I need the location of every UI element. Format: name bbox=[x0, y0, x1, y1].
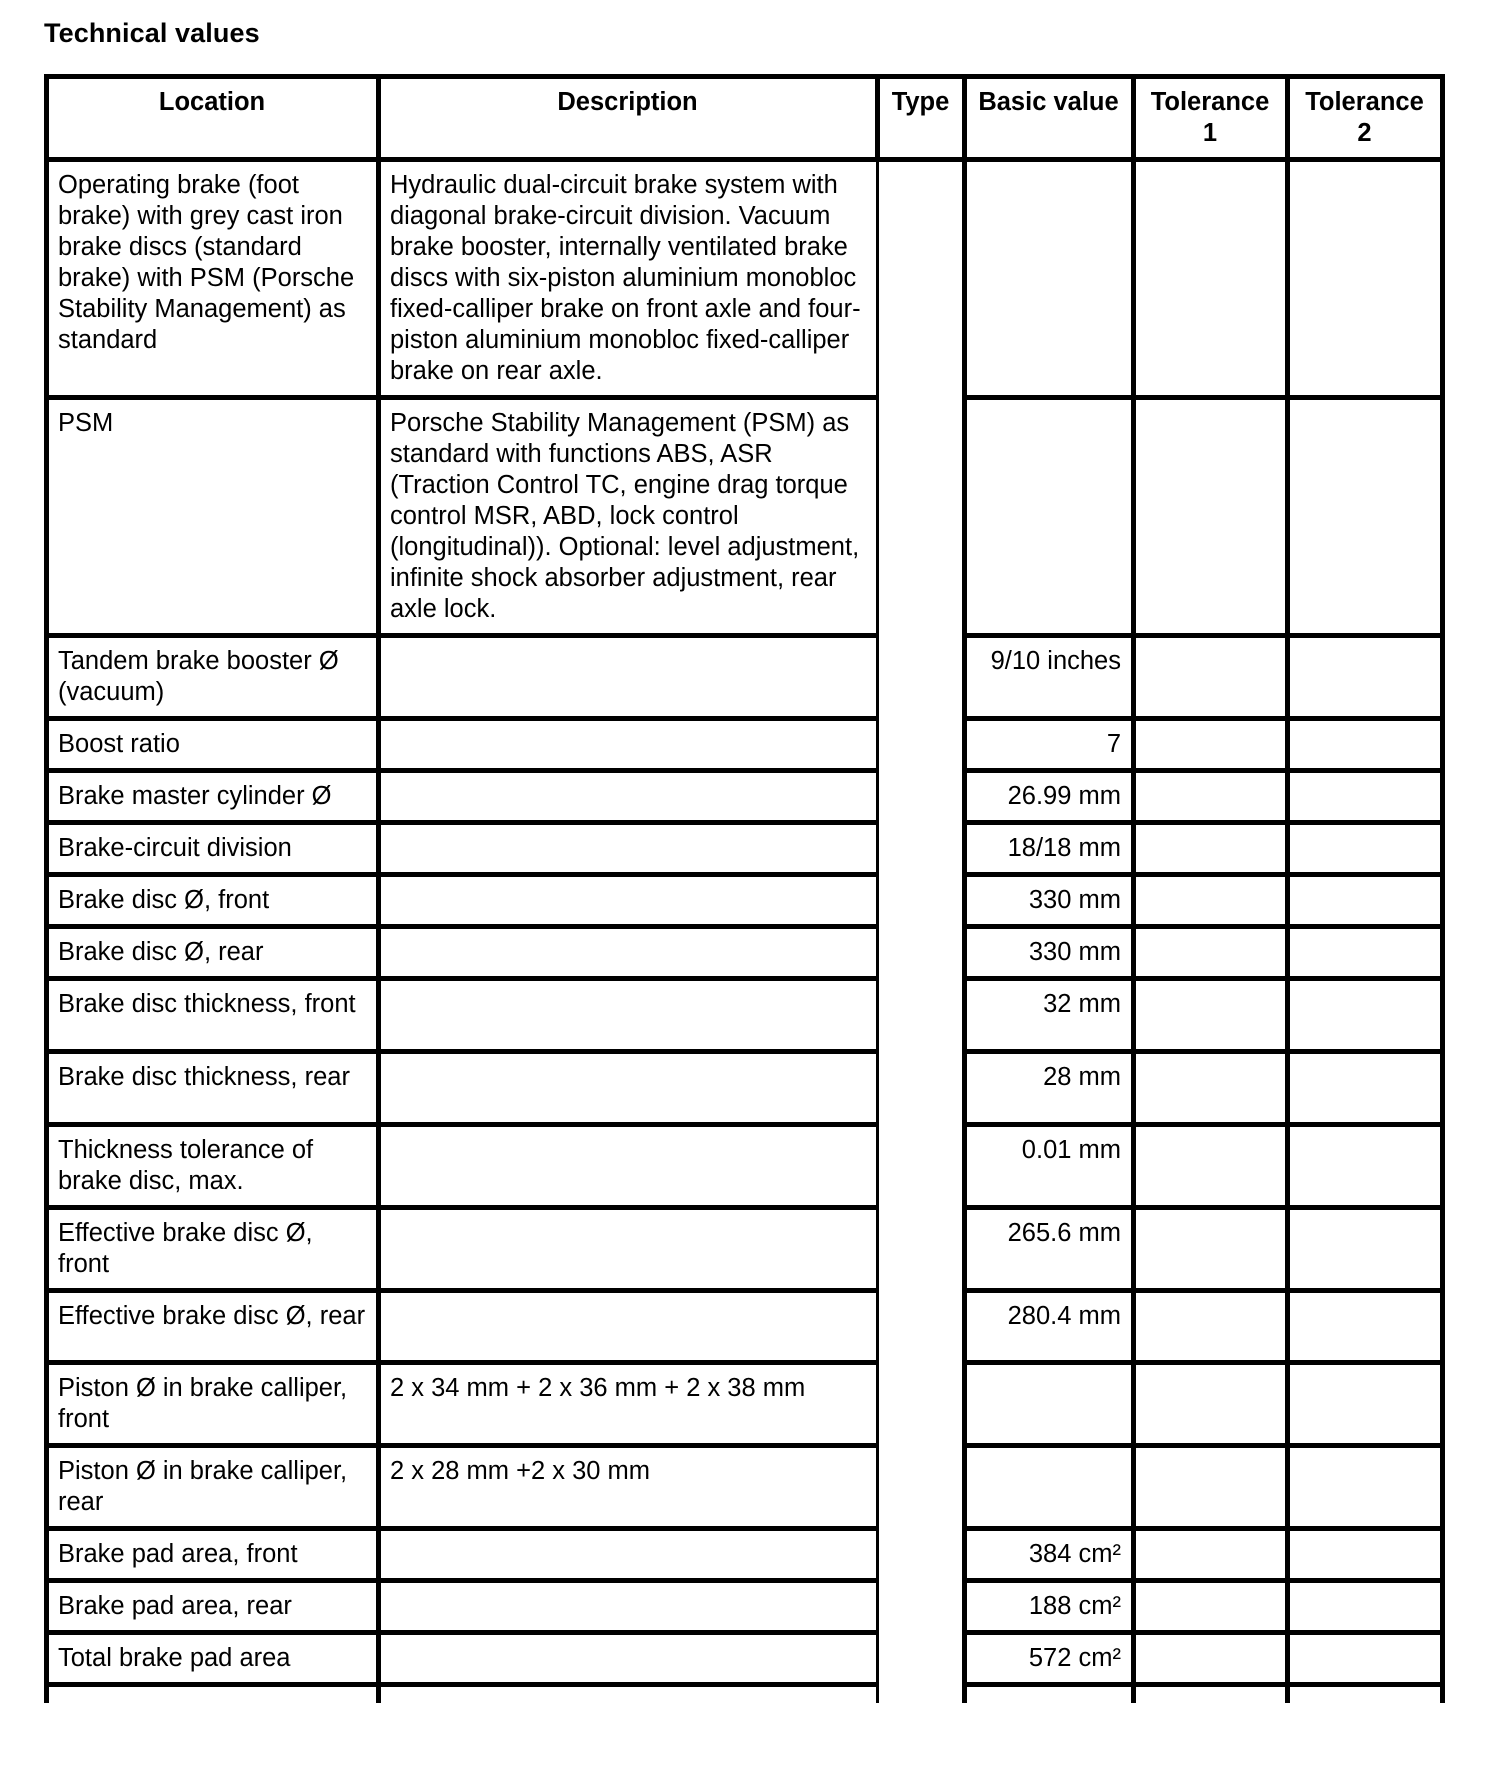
cell-location: Effective brake disc Ø, front bbox=[47, 1208, 379, 1291]
cell-tolerance-2 bbox=[1288, 927, 1443, 979]
cell-description: 2 x 34 mm + 2 x 36 mm + 2 x 38 mm bbox=[379, 1363, 878, 1446]
cell-tolerance-2 bbox=[1288, 875, 1443, 927]
cell-type bbox=[878, 823, 965, 875]
cell-type bbox=[878, 719, 965, 771]
cell-tolerance-1 bbox=[1134, 1581, 1288, 1633]
table-row bbox=[47, 398, 1443, 636]
cell-tolerance-2 bbox=[1288, 719, 1443, 771]
cell-tolerance-2 bbox=[1288, 771, 1443, 823]
table-body bbox=[47, 160, 1443, 1704]
cell-tolerance-1 bbox=[1134, 719, 1288, 771]
table-row bbox=[47, 875, 1443, 927]
cell-tolerance-1-empty bbox=[1134, 1685, 1288, 1704]
table-row bbox=[47, 1363, 1443, 1446]
cell-tolerance-1 bbox=[1134, 398, 1288, 636]
table-row-partial bbox=[47, 1685, 1443, 1704]
table-row bbox=[47, 1529, 1443, 1581]
table-row bbox=[47, 1052, 1443, 1125]
cell-location: Boost ratio bbox=[47, 719, 379, 771]
cell-tolerance-1 bbox=[1134, 1633, 1288, 1685]
cell-basic-value bbox=[965, 160, 1134, 398]
table-row bbox=[47, 1125, 1443, 1208]
cell-basic-value: 384 cm² bbox=[965, 1529, 1134, 1581]
cell-basic-value-empty bbox=[965, 1685, 1134, 1704]
cell-type bbox=[878, 927, 965, 979]
cell-basic-value: 330 mm bbox=[965, 875, 1134, 927]
header-tolerance-1: Tolerance 1 bbox=[1134, 77, 1288, 160]
cell-type bbox=[878, 1633, 965, 1685]
cell-tolerance-2 bbox=[1288, 1633, 1443, 1685]
cell-tolerance-2 bbox=[1288, 1363, 1443, 1446]
header-tolerance-2: Tolerance 2 bbox=[1288, 77, 1443, 160]
cell-tolerance-1 bbox=[1134, 771, 1288, 823]
cell-location: PSM bbox=[47, 398, 379, 636]
cell-tolerance-1 bbox=[1134, 1446, 1288, 1529]
table-row bbox=[47, 636, 1443, 719]
cell-location: Brake disc thickness, rear bbox=[47, 1052, 379, 1125]
cell-location: Total brake pad area bbox=[47, 1633, 379, 1685]
cell-basic-value: 7 bbox=[965, 719, 1134, 771]
cell-description: 2 x 28 mm +2 x 30 mm bbox=[379, 1446, 878, 1529]
cell-location: Effective brake disc Ø, rear bbox=[47, 1291, 379, 1363]
cell-description bbox=[379, 771, 878, 823]
cell-type bbox=[878, 1291, 965, 1363]
cell-tolerance-1 bbox=[1134, 160, 1288, 398]
cell-tolerance-1 bbox=[1134, 927, 1288, 979]
cell-tolerance-1 bbox=[1134, 1052, 1288, 1125]
cell-description: Porsche Stability Management (PSM) as standard with functions ABS, ASR (Traction Control TC, engine drag torque control MSR, ABD, lock control (longitudinal)). Optional: level adjustment, infinite shock absorber adjustment, rear axle lock. bbox=[379, 398, 878, 636]
cell-basic-value bbox=[965, 398, 1134, 636]
cell-location: Operating brake (foot brake) with grey cast iron brake discs (standard brake) with PSM (Porsche Stability Management) as standard bbox=[47, 160, 379, 398]
cell-location: Piston Ø in brake calliper, front bbox=[47, 1363, 379, 1446]
cell-type bbox=[878, 979, 965, 1052]
cell-description bbox=[379, 719, 878, 771]
table-row bbox=[47, 1208, 1443, 1291]
cell-type bbox=[878, 1446, 965, 1529]
cell-tolerance-1 bbox=[1134, 1363, 1288, 1446]
page-title: Technical values bbox=[44, 18, 260, 48]
cell-location: Thickness tolerance of brake disc, max. bbox=[47, 1125, 379, 1208]
cell-location: Brake disc Ø, front bbox=[47, 875, 379, 927]
header-type: Type bbox=[878, 77, 965, 160]
cell-location: Brake disc thickness, front bbox=[47, 979, 379, 1052]
cell-type bbox=[878, 398, 965, 636]
cell-type bbox=[878, 160, 965, 398]
cell-location: Brake pad area, front bbox=[47, 1529, 379, 1581]
cell-type bbox=[878, 1208, 965, 1291]
cell-type bbox=[878, 875, 965, 927]
cell-tolerance-1 bbox=[1134, 636, 1288, 719]
cell-description: Hydraulic dual-circuit brake system with diagonal brake-circuit division. Vacuum brake booster, internally ventilated brake discs with six-piston aluminium monobloc fixed-calliper brake on front axle and four-piston aluminium monobloc fixed-calliper brake on rear axle. bbox=[379, 160, 878, 398]
cell-location-empty bbox=[47, 1685, 379, 1704]
cell-location: Piston Ø in brake calliper, rear bbox=[47, 1446, 379, 1529]
cell-description bbox=[379, 979, 878, 1052]
cell-description bbox=[379, 823, 878, 875]
cell-basic-value: 9/10 inches bbox=[965, 636, 1134, 719]
cell-description-empty bbox=[379, 1685, 878, 1704]
cell-location: Brake disc Ø, rear bbox=[47, 927, 379, 979]
table-header-row bbox=[47, 77, 1443, 160]
table-row bbox=[47, 927, 1443, 979]
cell-tolerance-2 bbox=[1288, 979, 1443, 1052]
cell-basic-value bbox=[965, 1446, 1134, 1529]
cell-description bbox=[379, 1208, 878, 1291]
table-row bbox=[47, 719, 1443, 771]
cell-basic-value: 188 cm² bbox=[965, 1581, 1134, 1633]
cell-location: Brake-circuit division bbox=[47, 823, 379, 875]
cell-basic-value: 28 mm bbox=[965, 1052, 1134, 1125]
table-row bbox=[47, 1446, 1443, 1529]
header-basic-value: Basic value bbox=[965, 77, 1134, 160]
cell-tolerance-2 bbox=[1288, 823, 1443, 875]
cell-type bbox=[878, 1363, 965, 1446]
cell-type bbox=[878, 1052, 965, 1125]
cell-tolerance-1 bbox=[1134, 875, 1288, 927]
cell-basic-value: 26.99 mm bbox=[965, 771, 1134, 823]
cell-tolerance-2 bbox=[1288, 1446, 1443, 1529]
cell-location: Brake pad area, rear bbox=[47, 1581, 379, 1633]
cell-basic-value: 572 cm² bbox=[965, 1633, 1134, 1685]
cell-description bbox=[379, 927, 878, 979]
table-row bbox=[47, 1633, 1443, 1685]
cell-basic-value: 280.4 mm bbox=[965, 1291, 1134, 1363]
cell-type bbox=[878, 1529, 965, 1581]
cell-type bbox=[878, 1125, 965, 1208]
cell-description bbox=[379, 1633, 878, 1685]
cell-basic-value: 32 mm bbox=[965, 979, 1134, 1052]
cell-tolerance-2 bbox=[1288, 160, 1443, 398]
table-row bbox=[47, 979, 1443, 1052]
cell-type bbox=[878, 636, 965, 719]
cell-tolerance-2 bbox=[1288, 1208, 1443, 1291]
cell-tolerance-2 bbox=[1288, 1291, 1443, 1363]
cell-basic-value: 330 mm bbox=[965, 927, 1134, 979]
cell-type bbox=[878, 1581, 965, 1633]
header-description: Description bbox=[379, 77, 878, 160]
cell-tolerance-2 bbox=[1288, 1529, 1443, 1581]
cell-description bbox=[379, 1529, 878, 1581]
table-row bbox=[47, 1581, 1443, 1633]
cell-tolerance-2 bbox=[1288, 1052, 1443, 1125]
cell-description bbox=[379, 1581, 878, 1633]
cell-tolerance-2-empty bbox=[1288, 1685, 1443, 1704]
cell-description bbox=[379, 1125, 878, 1208]
cell-location: Brake master cylinder Ø bbox=[47, 771, 379, 823]
cell-tolerance-1 bbox=[1134, 1208, 1288, 1291]
table-row bbox=[47, 771, 1443, 823]
header-location: Location bbox=[47, 77, 379, 160]
table-row bbox=[47, 1291, 1443, 1363]
cell-tolerance-1 bbox=[1134, 1291, 1288, 1363]
technical-values-table bbox=[44, 74, 1445, 1703]
cell-type-empty bbox=[878, 1685, 965, 1704]
cell-basic-value bbox=[965, 1363, 1134, 1446]
cell-description bbox=[379, 636, 878, 719]
cell-tolerance-1 bbox=[1134, 823, 1288, 875]
cell-description bbox=[379, 1052, 878, 1125]
cell-type bbox=[878, 771, 965, 823]
cell-tolerance-1 bbox=[1134, 1125, 1288, 1208]
cell-tolerance-1 bbox=[1134, 1529, 1288, 1581]
cell-tolerance-1 bbox=[1134, 979, 1288, 1052]
table-row bbox=[47, 823, 1443, 875]
table-row bbox=[47, 160, 1443, 398]
cell-tolerance-2 bbox=[1288, 1581, 1443, 1633]
cell-description bbox=[379, 875, 878, 927]
cell-description bbox=[379, 1291, 878, 1363]
cell-tolerance-2 bbox=[1288, 636, 1443, 719]
cell-tolerance-2 bbox=[1288, 1125, 1443, 1208]
cell-basic-value: 18/18 mm bbox=[965, 823, 1134, 875]
cell-basic-value: 265.6 mm bbox=[965, 1208, 1134, 1291]
cell-basic-value: 0.01 mm bbox=[965, 1125, 1134, 1208]
cell-location: Tandem brake booster Ø (vacuum) bbox=[47, 636, 379, 719]
cell-tolerance-2 bbox=[1288, 398, 1443, 636]
